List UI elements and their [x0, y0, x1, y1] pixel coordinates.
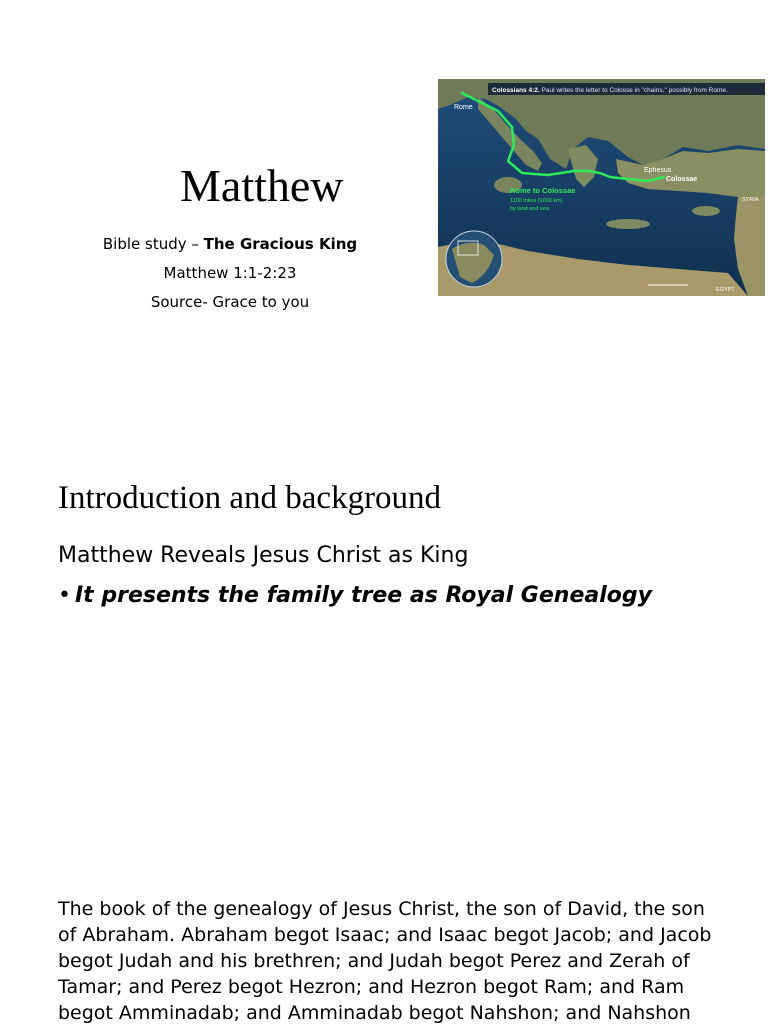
- bullet-icon: •: [58, 583, 71, 608]
- genealogy-paragraph: [58, 896, 738, 1026]
- paragraph-line: begot Judah and his brethren; and Judah begot Perez and Zerah of: [58, 950, 690, 972]
- map-label-rome: Rome: [454, 104, 473, 111]
- genealogy-slide: [0, 880, 768, 1024]
- route-mode: by land and sea: [510, 206, 549, 212]
- cyprus-island: [692, 206, 720, 216]
- route-distance: 1100 miles (1000 km): [510, 198, 563, 204]
- slide-subtitle: [90, 230, 370, 317]
- crete-island: [606, 219, 650, 229]
- intro-subheading: Matthew Reveals Jesus Christ as King: [58, 543, 469, 568]
- map-label-egypt: EGYPT: [716, 287, 735, 293]
- map-svg: [438, 79, 765, 296]
- subtitle-prefix: Bible study –: [102, 235, 204, 253]
- intro-bullet: [58, 580, 652, 612]
- banner-text: Colossians 4:2. Paul writes the letter to Colosse in "chains," possibly from Rome.: [492, 87, 728, 94]
- paragraph-line: Tamar; and Perez begot Hezron; and Hezron begot Ram; and Ram: [58, 976, 685, 998]
- intro-bullet-text: It presents the family tree as Royal Genealogy: [74, 583, 652, 608]
- intro-slide: [0, 440, 768, 660]
- slide-title: Matthew: [180, 160, 344, 211]
- paragraph-line: The book of the genealogy of Jesus Christ, the son of David, the son: [58, 898, 705, 920]
- intro-heading: Introduction and background: [58, 480, 442, 516]
- subtitle-line: [90, 230, 370, 259]
- source-line: Source- Grace to you: [150, 293, 310, 311]
- title-slide: [0, 0, 768, 340]
- paragraph-line: begot Amminadab; and Amminadab begot Nahshon; and Nahshon: [58, 1002, 691, 1024]
- route-title: Rome to Colossae: [510, 186, 576, 195]
- route-map-image: [438, 79, 765, 296]
- subtitle-bold: The Gracious King: [203, 235, 358, 253]
- map-label-colossae: Colossae: [666, 176, 698, 183]
- map-label-ephesus: Ephesus: [644, 167, 672, 174]
- paragraph-line: of Abraham. Abraham begot Isaac; and Isaac begot Jacob; and Jacob: [58, 924, 712, 946]
- map-label-syria: SYRIA: [742, 197, 759, 203]
- scripture-reference: Matthew 1:1-2:23: [163, 264, 297, 282]
